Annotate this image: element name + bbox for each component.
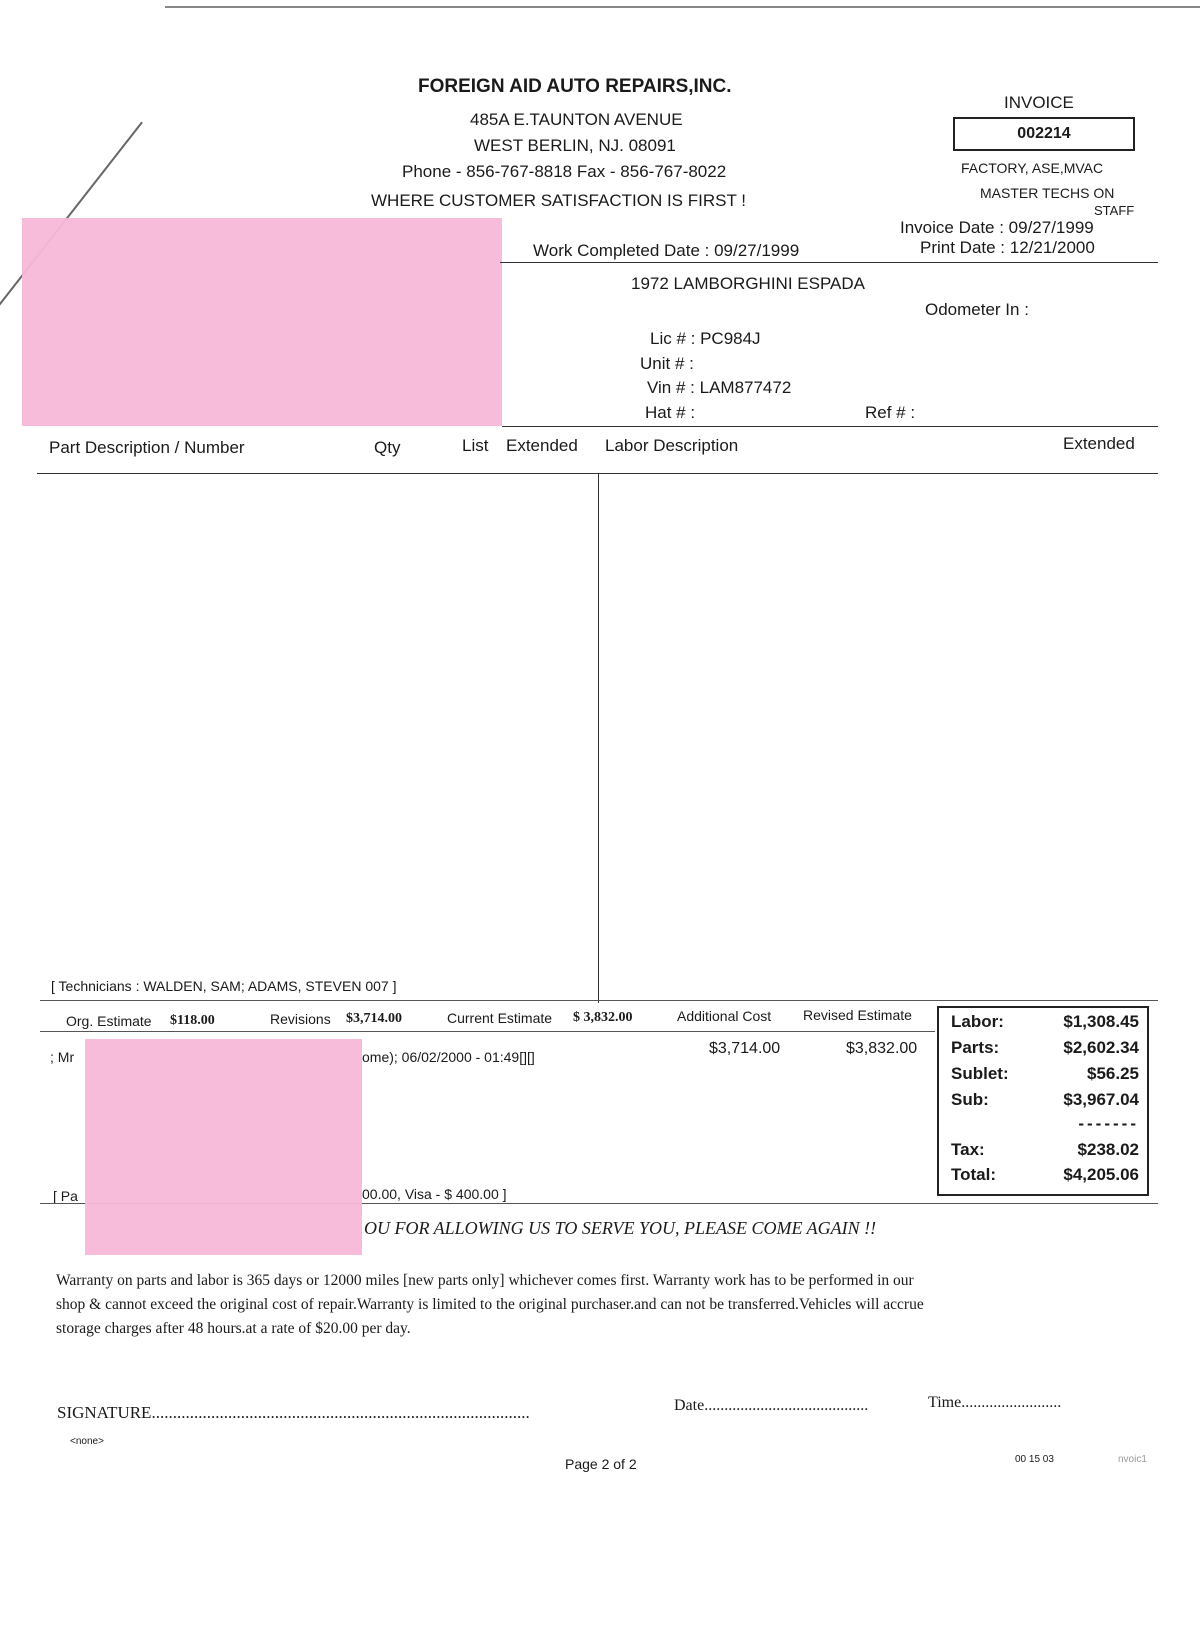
company-name: FOREIGN AID AUTO REPAIRS,INC. <box>418 76 732 97</box>
sub-total: $3,967.04 <box>1063 1090 1139 1109</box>
column-list: List <box>462 436 489 455</box>
sublet-label: Sublet: <box>951 1064 1009 1083</box>
totals-sub-row <box>951 1090 1139 1110</box>
technicians: [ Technicians : WALDEN, SAM; ADAMS, STEVEN 007 ] <box>51 978 397 994</box>
totals-grand-row <box>951 1165 1139 1185</box>
vin-number: Vin # : LAM877472 <box>647 378 792 397</box>
revisions-value: $3,714.00 <box>346 1011 402 1026</box>
additional-cost-label: Additional Cost <box>677 1008 772 1024</box>
invoice-date: Invoice Date : 09/27/1999 <box>900 218 1094 237</box>
invoice-cert-3: STAFF <box>1094 203 1135 218</box>
labor-label: Labor: <box>951 1012 1004 1031</box>
footer-code: 00 15 03 <box>1015 1454 1054 1465</box>
vehicle-divider <box>502 426 1158 427</box>
estimate-row-prefix: ; Mr <box>50 1049 75 1065</box>
thank-you-message: OU FOR ALLOWING US TO SERVE YOU, PLEASE COME AGAIN !! <box>364 1218 877 1238</box>
header-divider <box>500 262 1158 263</box>
parts-label: Parts: <box>951 1038 1000 1057</box>
invoice-number: 002214 <box>953 117 1135 151</box>
hat-number: Hat # : <box>645 403 696 422</box>
totals-parts-row <box>951 1038 1139 1058</box>
print-date: Print Date : 12/21/2000 <box>920 238 1095 257</box>
estimate-row-text: ome); 06/02/2000 - 01:49[][] <box>362 1049 535 1065</box>
grand-total: $4,205.06 <box>1063 1165 1139 1184</box>
signature-line: SIGNATURE......................................................................................... <box>57 1403 530 1422</box>
vehicle-model: 1972 LAMBORGHINI ESPADA <box>631 274 865 293</box>
sub-label: Sub: <box>951 1090 989 1109</box>
org-estimate-label: Org. Estimate <box>66 1013 152 1029</box>
estimate-divider-top <box>40 1000 1158 1001</box>
revisions-label: Revisions <box>270 1011 331 1027</box>
estimate-divider-bottom <box>40 1031 935 1032</box>
totals-dashes: ------- <box>1078 1114 1139 1133</box>
sublet-total: $56.25 <box>1087 1064 1139 1083</box>
column-labor-description: Labor Description <box>605 436 739 455</box>
redacted-payment-info <box>85 1039 362 1255</box>
warranty-line-1: Warranty on parts and labor is 365 days or 12000 miles [new parts only] whichever comes first. Warranty work has to be performed in our <box>56 1272 914 1289</box>
company-phone: Phone - 856-767-8818 Fax - 856-767-8022 <box>402 162 727 181</box>
work-completed-date: Work Completed Date : 09/27/1999 <box>533 241 800 260</box>
signature-none: <none> <box>70 1436 104 1447</box>
additional-cost-value: $3,714.00 <box>709 1040 781 1057</box>
current-estimate-label: Current Estimate <box>447 1010 553 1026</box>
total-label: Total: <box>951 1165 997 1184</box>
totals-sublet-row <box>951 1064 1139 1084</box>
payment-details: 00.00, Visa - $ 400.00 ] <box>362 1186 507 1202</box>
revised-estimate-label: Revised Estimate <box>803 1007 912 1023</box>
company-address-2: WEST BERLIN, NJ. 08091 <box>474 136 676 155</box>
tax-label: Tax: <box>951 1140 985 1159</box>
redacted-customer-info <box>22 218 502 426</box>
company-slogan: WHERE CUSTOMER SATISFACTION IS FIRST ! <box>371 191 746 210</box>
license-number: Lic # : PC984J <box>650 329 761 348</box>
invoice-cert-1: FACTORY, ASE,MVAC <box>961 160 1104 176</box>
time-line: Time......................... <box>928 1394 1062 1411</box>
parts-labor-divider <box>598 473 599 1003</box>
totals-box <box>937 1006 1149 1196</box>
odometer-in: Odometer In : <box>925 300 1029 319</box>
column-labor-extended: Extended <box>1063 434 1135 453</box>
invoice-label: INVOICE <box>1004 93 1074 112</box>
column-qty: Qty <box>374 438 401 457</box>
footer-form: nvoic1 <box>1118 1454 1147 1465</box>
revised-estimate-value: $3,832.00 <box>846 1040 918 1057</box>
ref-number: Ref # : <box>865 403 916 422</box>
scan-top-edge <box>165 6 1200 8</box>
totals-labor-row <box>951 1012 1139 1032</box>
tax-total: $238.02 <box>1077 1140 1139 1159</box>
labor-total: $1,308.45 <box>1063 1012 1139 1031</box>
company-address-1: 485A E.TAUNTON AVENUE <box>470 110 683 129</box>
column-part-description: Part Description / Number <box>49 438 245 457</box>
unit-number: Unit # : <box>640 354 694 373</box>
totals-tax-row <box>951 1140 1139 1160</box>
parts-total: $2,602.34 <box>1063 1038 1139 1057</box>
page-number: Page 2 of 2 <box>565 1456 637 1472</box>
warranty-line-2: shop & cannot exceed the original cost of repair.Warranty is limited to the original purchaser.and can not be transferred.Vehicles will accrue <box>56 1296 924 1313</box>
column-extended: Extended <box>506 436 578 455</box>
org-estimate-value: $118.00 <box>170 1013 215 1028</box>
current-estimate-value: $ 3,832.00 <box>573 1010 633 1025</box>
invoice-cert-2: MASTER TECHS ON <box>980 185 1115 201</box>
warranty-line-3: storage charges after 48 hours.at a rate of $20.00 per day. <box>56 1320 411 1337</box>
payment-prefix: [ Pa <box>53 1188 78 1204</box>
date-line: Date......................................... <box>674 1397 869 1414</box>
